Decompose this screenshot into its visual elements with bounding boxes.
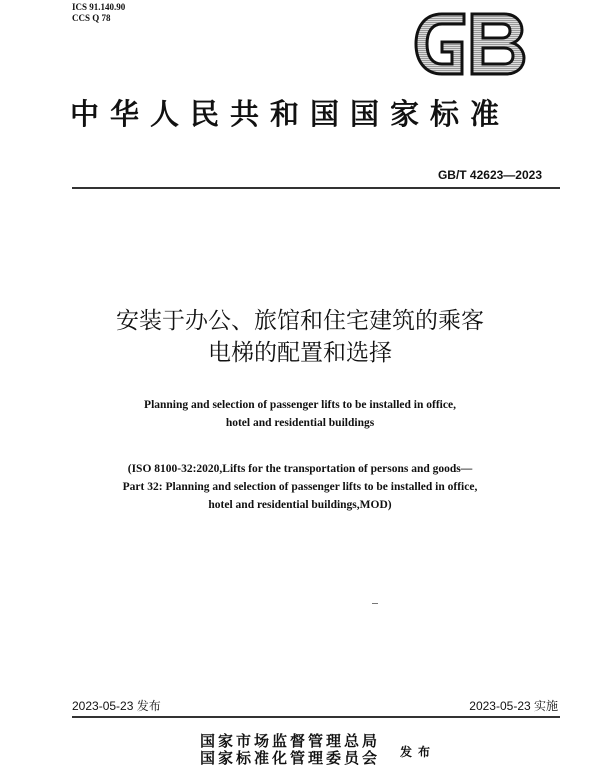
classification-codes <box>72 2 125 24</box>
ccs-code: CCS Q 78 <box>72 13 111 23</box>
iso-reference-line: Part 32: Planning and selection of passenger lifts to be installed in office, <box>122 481 478 493</box>
iso-reference-line: hotel and residential buildings,MOD) <box>208 499 392 511</box>
bottom-rule <box>72 716 560 718</box>
implementation-date: 2023-05-23 实施 <box>469 699 558 713</box>
issuer: 国家标准化管理委员会 <box>200 749 381 767</box>
top-rule <box>72 187 560 189</box>
gb-logo <box>412 8 528 80</box>
publish-label: 发布 <box>400 745 437 759</box>
chinese-title-line: 电梯的配置和选择 <box>208 340 392 366</box>
issuing-authorities <box>200 733 380 767</box>
iso-reference <box>0 460 600 514</box>
english-title-line: Planning and selection of passenger lifts to be installed in office, <box>144 399 456 411</box>
issue-date: 2023-05-23 发布 <box>72 699 161 713</box>
ics-code: ICS 91.140.90 <box>72 2 126 12</box>
standard-number: GB/T 42623—2023 <box>437 168 542 182</box>
national-standard-heading: 中华人民共和国国家标准 <box>70 97 511 131</box>
iso-reference-line: (ISO 8100-32:2020,Lifts for the transportation of persons and goods— <box>127 463 473 475</box>
issuer: 国家市场监督管理总局 <box>200 732 381 750</box>
english-title <box>0 396 600 432</box>
mark-dash <box>372 603 378 604</box>
english-title-line: hotel and residential buildings <box>225 417 375 429</box>
chinese-title-line: 安装于办公、旅馆和住宅建筑的乘客 <box>116 308 484 334</box>
chinese-title <box>0 305 600 369</box>
